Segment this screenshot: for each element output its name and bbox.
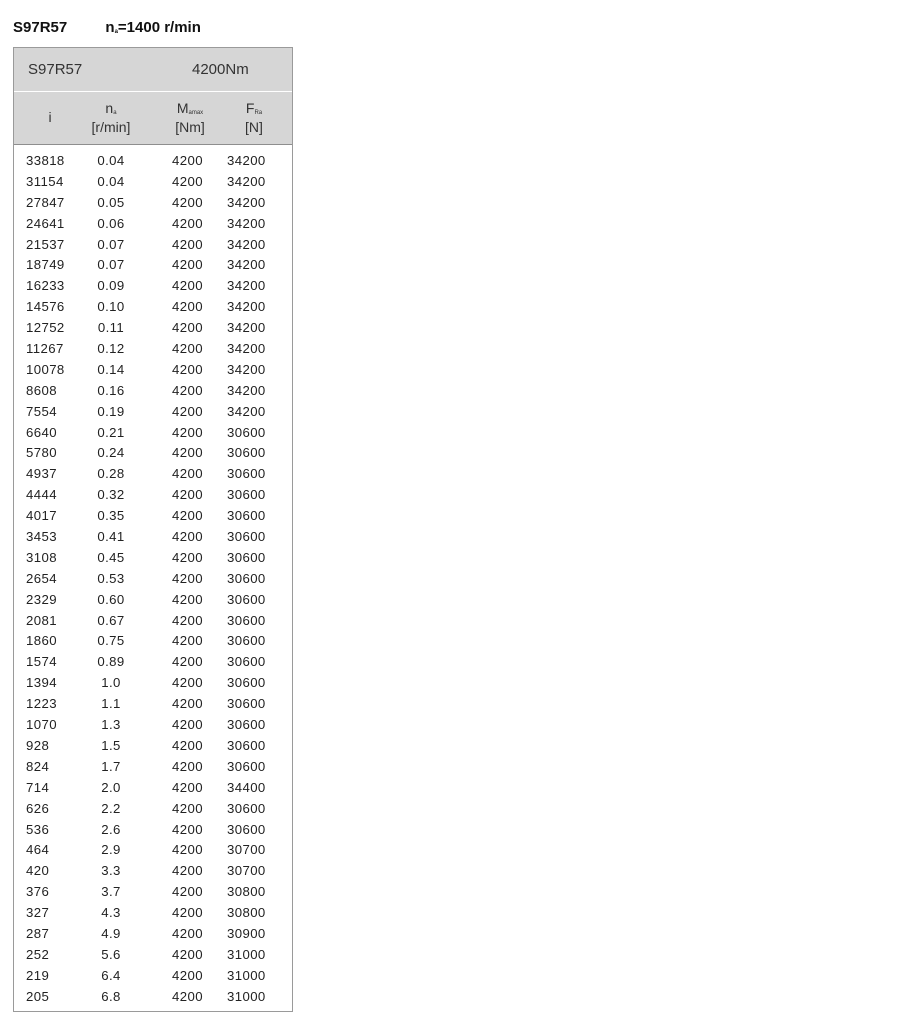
cell-max-torque: 4200 bbox=[172, 863, 203, 879]
cell-ratio: 219 bbox=[26, 967, 50, 983]
cell-max-torque: 4200 bbox=[172, 737, 203, 753]
cell-max-torque: 4200 bbox=[172, 654, 203, 670]
cell-output-speed: 0.11 bbox=[97, 320, 125, 336]
column-header-i bbox=[30, 92, 70, 144]
cell-max-torque: 4200 bbox=[172, 570, 203, 586]
cell-max-torque: 4200 bbox=[172, 341, 203, 357]
table-row bbox=[14, 382, 292, 403]
table-row bbox=[14, 674, 292, 695]
cell-max-torque: 4200 bbox=[172, 508, 203, 524]
table-row bbox=[14, 612, 292, 633]
column-header-i-symbol: i bbox=[48, 109, 52, 125]
cell-radial-load: 34200 bbox=[227, 153, 266, 168]
page-title bbox=[13, 19, 201, 41]
table-row bbox=[14, 632, 292, 653]
cell-output-speed: 1.5 bbox=[101, 737, 121, 753]
cell-max-torque: 4200 bbox=[172, 487, 203, 503]
cell-output-speed: 0.21 bbox=[97, 424, 125, 440]
heading-speed-symbol: n bbox=[105, 19, 115, 36]
table-row bbox=[14, 904, 292, 925]
cell-ratio: 12752 bbox=[26, 320, 65, 336]
table-row bbox=[14, 653, 292, 674]
cell-radial-load: 31000 bbox=[227, 988, 266, 1004]
table-row bbox=[14, 173, 292, 194]
column-header-mamax-sub: amax bbox=[188, 110, 204, 116]
cell-radial-load: 31000 bbox=[227, 946, 266, 962]
cell-max-torque: 4200 bbox=[172, 299, 203, 315]
cell-max-torque: 4200 bbox=[172, 967, 203, 983]
cell-output-speed: 0.67 bbox=[97, 612, 125, 628]
cell-ratio: 2329 bbox=[26, 591, 57, 607]
column-header-na bbox=[86, 92, 136, 144]
table-row bbox=[14, 424, 292, 445]
cell-output-speed: 0.41 bbox=[97, 529, 125, 545]
cell-output-speed: 0.16 bbox=[97, 382, 125, 398]
cell-max-torque: 4200 bbox=[172, 696, 203, 712]
cell-radial-load: 34400 bbox=[227, 779, 266, 795]
table-row bbox=[14, 528, 292, 549]
cell-output-speed: 4.9 bbox=[101, 925, 121, 941]
cell-max-torque: 4200 bbox=[172, 361, 203, 377]
cell-output-speed: 0.07 bbox=[97, 257, 125, 273]
cell-ratio: 24641 bbox=[26, 215, 65, 231]
table-row bbox=[14, 591, 292, 612]
table-row bbox=[14, 967, 292, 988]
table-row bbox=[14, 758, 292, 779]
table-title-row bbox=[14, 48, 292, 92]
cell-output-speed: 0.10 bbox=[97, 299, 125, 315]
cell-radial-load: 30600 bbox=[227, 612, 266, 628]
table-row bbox=[14, 277, 292, 298]
cell-max-torque: 4200 bbox=[172, 842, 203, 858]
cell-ratio: 205 bbox=[26, 988, 50, 1004]
cell-max-torque: 4200 bbox=[172, 884, 203, 900]
table-row bbox=[14, 862, 292, 883]
cell-ratio: 4444 bbox=[26, 487, 57, 503]
cell-max-torque: 4200 bbox=[172, 549, 203, 565]
cell-output-speed: 0.09 bbox=[97, 278, 125, 294]
cell-ratio: 376 bbox=[26, 884, 50, 900]
cell-ratio: 626 bbox=[26, 800, 50, 816]
cell-max-torque: 4200 bbox=[172, 633, 203, 649]
cell-output-speed: 0.24 bbox=[97, 445, 125, 461]
cell-radial-load: 30600 bbox=[227, 800, 266, 816]
cell-output-speed: 0.05 bbox=[97, 194, 125, 210]
cell-radial-load: 30600 bbox=[227, 424, 266, 440]
column-header-mamax-unit: [Nm] bbox=[175, 119, 205, 135]
heading-speed bbox=[105, 19, 200, 36]
column-header-fra-unit: [N] bbox=[245, 119, 263, 135]
cell-output-speed: 0.04 bbox=[97, 153, 125, 168]
cell-radial-load: 34200 bbox=[227, 299, 266, 315]
cell-output-speed: 0.45 bbox=[97, 549, 125, 565]
cell-max-torque: 4200 bbox=[172, 403, 203, 419]
column-header-fra-symbol: F bbox=[245, 100, 255, 116]
table-row bbox=[14, 988, 292, 1009]
cell-radial-load: 30600 bbox=[227, 737, 266, 753]
cell-output-speed: 5.6 bbox=[101, 946, 121, 962]
cell-ratio: 1070 bbox=[26, 717, 57, 733]
table-row bbox=[14, 841, 292, 862]
cell-radial-load: 30700 bbox=[227, 842, 266, 858]
column-header-na-symbol: n bbox=[105, 100, 114, 116]
cell-radial-load: 34200 bbox=[227, 173, 266, 189]
table-body bbox=[14, 152, 292, 1009]
cell-max-torque: 4200 bbox=[172, 946, 203, 962]
cell-max-torque: 4200 bbox=[172, 612, 203, 628]
cell-output-speed: 0.07 bbox=[97, 236, 125, 252]
cell-max-torque: 4200 bbox=[172, 153, 203, 168]
table-model: S97R57 bbox=[28, 61, 83, 78]
cell-ratio: 18749 bbox=[26, 257, 65, 273]
cell-output-speed: 0.04 bbox=[97, 173, 125, 189]
cell-ratio: 1574 bbox=[26, 654, 57, 670]
cell-output-speed: 1.0 bbox=[101, 675, 121, 691]
table-row bbox=[14, 695, 292, 716]
cell-max-torque: 4200 bbox=[172, 905, 203, 921]
cell-max-torque: 4200 bbox=[172, 591, 203, 607]
cell-max-torque: 4200 bbox=[172, 257, 203, 273]
cell-max-torque: 4200 bbox=[172, 194, 203, 210]
cell-max-torque: 4200 bbox=[172, 466, 203, 482]
cell-radial-load: 30600 bbox=[227, 633, 266, 649]
table-row bbox=[14, 444, 292, 465]
cell-radial-load: 30600 bbox=[227, 591, 266, 607]
cell-ratio: 27847 bbox=[26, 194, 65, 210]
cell-ratio: 287 bbox=[26, 925, 50, 941]
cell-radial-load: 30700 bbox=[227, 863, 266, 879]
cell-ratio: 33818 bbox=[26, 153, 65, 168]
cell-radial-load: 34200 bbox=[227, 320, 266, 336]
column-header-row bbox=[14, 92, 292, 144]
table-row bbox=[14, 256, 292, 277]
cell-max-torque: 4200 bbox=[172, 925, 203, 941]
cell-ratio: 928 bbox=[26, 737, 50, 753]
cell-ratio: 14576 bbox=[26, 299, 65, 315]
cell-ratio: 6640 bbox=[26, 424, 57, 440]
column-header-mamax bbox=[168, 92, 212, 144]
cell-ratio: 1394 bbox=[26, 675, 57, 691]
cell-output-speed: 0.19 bbox=[97, 403, 125, 419]
table-row bbox=[14, 465, 292, 486]
cell-max-torque: 4200 bbox=[172, 424, 203, 440]
cell-output-speed: 3.3 bbox=[101, 863, 121, 879]
cell-max-torque: 4200 bbox=[172, 236, 203, 252]
table-row bbox=[14, 946, 292, 967]
cell-ratio: 10078 bbox=[26, 361, 65, 377]
table-row bbox=[14, 925, 292, 946]
cell-ratio: 2654 bbox=[26, 570, 57, 586]
column-header-na-unit: [r/min] bbox=[91, 119, 131, 135]
cell-output-speed: 2.9 bbox=[101, 842, 121, 858]
cell-radial-load: 30600 bbox=[227, 466, 266, 482]
cell-output-speed: 0.28 bbox=[97, 466, 125, 482]
cell-radial-load: 34200 bbox=[227, 382, 266, 398]
table-row bbox=[14, 821, 292, 842]
cell-radial-load: 34200 bbox=[227, 236, 266, 252]
cell-ratio: 31154 bbox=[26, 173, 64, 189]
cell-output-speed: 2.6 bbox=[101, 821, 121, 837]
column-header-mamax-symbol: M bbox=[176, 100, 189, 116]
table-row bbox=[14, 716, 292, 737]
cell-ratio: 3453 bbox=[26, 529, 57, 545]
cell-max-torque: 4200 bbox=[172, 821, 203, 837]
cell-max-torque: 4200 bbox=[172, 675, 203, 691]
table-torque: 4200Nm bbox=[192, 61, 249, 78]
cell-max-torque: 4200 bbox=[172, 988, 203, 1004]
cell-output-speed: 0.14 bbox=[97, 361, 125, 377]
cell-ratio: 16233 bbox=[26, 278, 65, 294]
table-row bbox=[14, 298, 292, 319]
cell-radial-load: 30600 bbox=[227, 821, 266, 837]
cell-radial-load: 30600 bbox=[227, 529, 266, 545]
cell-ratio: 464 bbox=[26, 842, 50, 858]
cell-radial-load: 30600 bbox=[227, 570, 266, 586]
cell-max-torque: 4200 bbox=[172, 717, 203, 733]
cell-output-speed: 6.8 bbox=[101, 988, 121, 1004]
cell-output-speed: 1.7 bbox=[101, 758, 121, 774]
cell-radial-load: 30800 bbox=[227, 905, 266, 921]
cell-radial-load: 30600 bbox=[227, 487, 266, 503]
cell-radial-load: 30600 bbox=[227, 508, 266, 524]
cell-radial-load: 30600 bbox=[227, 717, 266, 733]
cell-ratio: 536 bbox=[26, 821, 50, 837]
gear-ratio-table bbox=[13, 47, 293, 1012]
cell-radial-load: 31000 bbox=[227, 967, 266, 983]
cell-ratio: 11267 bbox=[26, 341, 64, 357]
table-row bbox=[14, 319, 292, 340]
cell-radial-load: 30600 bbox=[227, 758, 266, 774]
cell-radial-load: 30600 bbox=[227, 654, 266, 670]
cell-output-speed: 0.32 bbox=[97, 487, 125, 503]
table-row bbox=[14, 236, 292, 257]
cell-ratio: 7554 bbox=[26, 403, 57, 419]
cell-output-speed: 0.12 bbox=[97, 341, 125, 357]
heading-speed-value: =1400 r/min bbox=[117, 19, 201, 36]
cell-ratio: 21537 bbox=[26, 236, 65, 252]
cell-max-torque: 4200 bbox=[172, 779, 203, 795]
cell-ratio: 252 bbox=[26, 946, 50, 962]
cell-output-speed: 0.75 bbox=[97, 633, 125, 649]
table-row bbox=[14, 361, 292, 382]
cell-max-torque: 4200 bbox=[172, 320, 203, 336]
cell-ratio: 3108 bbox=[26, 549, 57, 565]
cell-output-speed: 0.06 bbox=[97, 215, 125, 231]
cell-max-torque: 4200 bbox=[172, 278, 203, 294]
table-row bbox=[14, 403, 292, 424]
cell-radial-load: 30600 bbox=[227, 549, 266, 565]
cell-radial-load: 30600 bbox=[227, 675, 266, 691]
cell-output-speed: 2.0 bbox=[101, 779, 121, 795]
cell-ratio: 1860 bbox=[26, 633, 57, 649]
cell-output-speed: 2.2 bbox=[101, 800, 121, 816]
cell-radial-load: 30900 bbox=[227, 925, 266, 941]
table-row bbox=[14, 152, 292, 173]
column-header-fra bbox=[234, 92, 274, 144]
cell-ratio: 1223 bbox=[26, 696, 57, 712]
table-row bbox=[14, 486, 292, 507]
cell-ratio: 327 bbox=[26, 905, 50, 921]
cell-ratio: 2081 bbox=[26, 612, 57, 628]
table-row bbox=[14, 883, 292, 904]
heading-speed-sub: a bbox=[114, 29, 118, 35]
cell-max-torque: 4200 bbox=[172, 173, 203, 189]
table-row bbox=[14, 194, 292, 215]
cell-radial-load: 30600 bbox=[227, 445, 266, 461]
table-row bbox=[14, 779, 292, 800]
cell-max-torque: 4200 bbox=[172, 445, 203, 461]
table-row bbox=[14, 549, 292, 570]
table-row bbox=[14, 215, 292, 236]
cell-radial-load: 34200 bbox=[227, 194, 266, 210]
cell-ratio: 824 bbox=[26, 758, 50, 774]
cell-radial-load: 34200 bbox=[227, 278, 266, 294]
cell-output-speed: 0.89 bbox=[97, 654, 125, 670]
column-header-na-sub: a bbox=[113, 110, 117, 116]
cell-ratio: 5780 bbox=[26, 445, 57, 461]
cell-max-torque: 4200 bbox=[172, 382, 203, 398]
cell-radial-load: 34200 bbox=[227, 403, 266, 419]
cell-output-speed: 0.35 bbox=[97, 508, 125, 524]
heading-model: S97R57 bbox=[13, 19, 68, 36]
cell-output-speed: 3.7 bbox=[101, 884, 121, 900]
cell-radial-load: 34200 bbox=[227, 341, 266, 357]
table-row bbox=[14, 800, 292, 821]
cell-max-torque: 4200 bbox=[172, 215, 203, 231]
cell-radial-load: 34200 bbox=[227, 361, 266, 377]
cell-ratio: 714 bbox=[26, 779, 50, 795]
cell-output-speed: 1.1 bbox=[101, 696, 121, 712]
table-row bbox=[14, 340, 292, 361]
cell-output-speed: 4.3 bbox=[101, 905, 121, 921]
cell-radial-load: 34200 bbox=[227, 257, 266, 273]
cell-radial-load: 34200 bbox=[227, 215, 266, 231]
table-row bbox=[14, 507, 292, 528]
cell-output-speed: 1.3 bbox=[101, 717, 121, 733]
cell-max-torque: 4200 bbox=[172, 529, 203, 545]
cell-ratio: 4017 bbox=[26, 508, 57, 524]
table-row bbox=[14, 737, 292, 758]
cell-max-torque: 4200 bbox=[172, 758, 203, 774]
cell-output-speed: 0.53 bbox=[97, 570, 125, 586]
cell-output-speed: 6.4 bbox=[101, 967, 121, 983]
cell-radial-load: 30600 bbox=[227, 696, 266, 712]
table-row bbox=[14, 570, 292, 591]
cell-ratio: 8608 bbox=[26, 382, 57, 398]
cell-output-speed: 0.60 bbox=[97, 591, 125, 607]
cell-max-torque: 4200 bbox=[172, 800, 203, 816]
column-header-fra-sub: Ra bbox=[254, 110, 263, 116]
cell-radial-load: 30800 bbox=[227, 884, 266, 900]
cell-ratio: 420 bbox=[26, 863, 50, 879]
cell-ratio: 4937 bbox=[26, 466, 57, 482]
table-header bbox=[14, 48, 292, 145]
